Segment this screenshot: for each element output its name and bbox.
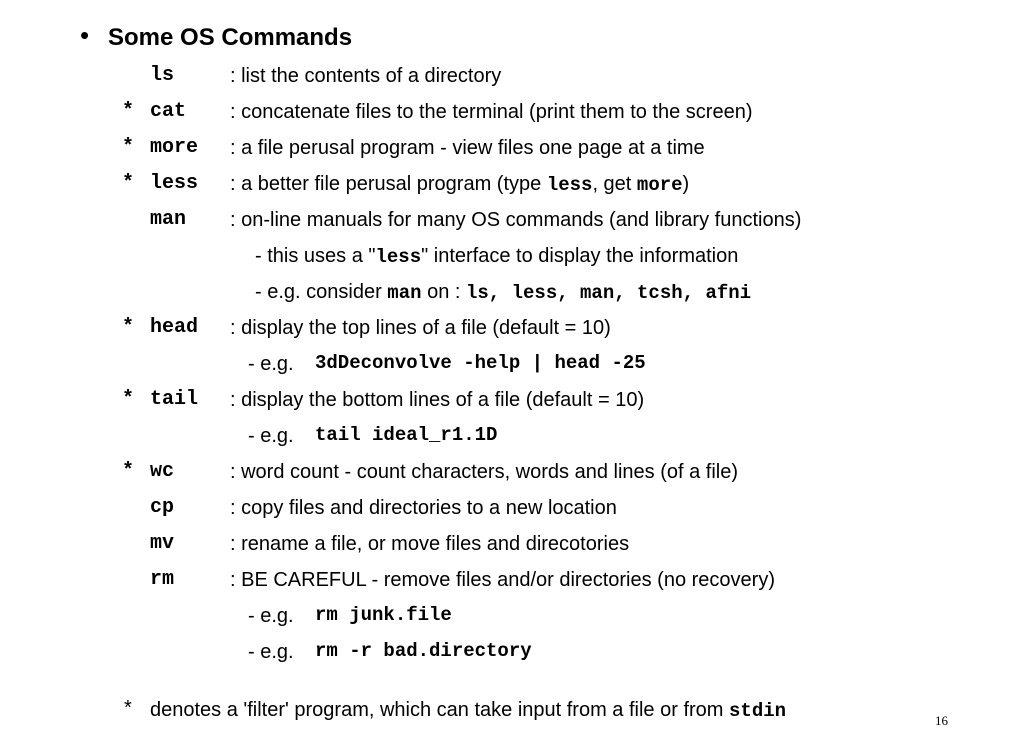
inline-code: less (546, 174, 593, 196)
command-row-cp (0, 498, 1023, 534)
command-description: : display the top lines of a file (default = 10) (230, 317, 611, 339)
example-code: tail ideal_r1.1D (315, 424, 498, 446)
bullet-icon: • (80, 20, 90, 50)
command-row-wc (0, 462, 1023, 498)
note-text: - e.g. consider (255, 281, 388, 303)
inline-code: stdin (729, 700, 787, 722)
command-description: : on-line manuals for many OS commands (and library functions) (230, 209, 802, 231)
man-example-row (0, 282, 1023, 318)
filter-star: * (122, 460, 135, 483)
filter-star: * (122, 388, 135, 411)
page-number: 16 (935, 713, 948, 728)
command-description: : a file perusal program - view files one page at a time (230, 137, 705, 159)
footnote-text: denotes a 'filter' program, which can take input from a file or from (150, 699, 730, 721)
command-description: : word count - count characters, words and lines (of a file) (230, 461, 739, 483)
example-prefix: - e.g. (248, 425, 294, 447)
command-description: : BE CAREFUL - remove files and/or directories (no recovery) (230, 569, 775, 591)
command-name: ls (150, 64, 175, 87)
command-name: less (150, 172, 199, 195)
command-name: rm (150, 568, 175, 591)
rm-example-row-2 (0, 642, 1023, 678)
example-prefix: - e.g. (248, 605, 294, 627)
filter-star: * (122, 100, 135, 123)
man-note (255, 246, 738, 267)
head-example-row (0, 354, 1023, 390)
command-name: wc (150, 460, 175, 483)
command-row-man (0, 210, 1023, 246)
command-description: : rename a file, or move files and direcotories (230, 533, 630, 555)
command-name: more (150, 136, 199, 159)
filter-star: * (122, 172, 135, 195)
command-row-rm (0, 570, 1023, 606)
command-name: head (150, 316, 199, 339)
command-name: man (150, 208, 187, 231)
inline-code: ls, less, man, tcsh, afni (466, 282, 752, 304)
command-row-tail (0, 390, 1023, 426)
tail-example-row (0, 426, 1023, 462)
note-text: - this uses a " (255, 245, 376, 267)
filter-star: * (122, 136, 135, 159)
description-text: ) (682, 173, 690, 195)
command-row-less (0, 174, 1023, 210)
command-row-cat (0, 102, 1023, 138)
description-text: , get (592, 173, 637, 195)
command-description: : list the contents of a directory (230, 65, 502, 87)
example-prefix: - e.g. (248, 353, 294, 375)
command-name: tail (150, 388, 199, 411)
man-note-row (0, 246, 1023, 282)
command-name: mv (150, 532, 175, 555)
page-title: Some OS Commands (108, 24, 353, 51)
inline-code: more (636, 174, 683, 196)
example-prefix: - e.g. (248, 641, 294, 663)
man-example (255, 282, 751, 303)
command-name: cat (150, 100, 187, 123)
command-description (230, 174, 689, 195)
footnote-star: * (124, 697, 132, 719)
command-description: : display the bottom lines of a file (default = 10) (230, 389, 645, 411)
filter-star: * (122, 316, 135, 339)
command-row-ls (0, 66, 1023, 102)
command-description: : copy files and directories to a new location (230, 497, 617, 519)
command-description: : concatenate files to the terminal (print them to the screen) (230, 101, 753, 123)
rm-example-row-1 (0, 606, 1023, 642)
footnote (150, 700, 786, 721)
description-text: : a better file perusal program (type (230, 173, 547, 195)
example-code: rm junk.file (315, 604, 452, 626)
command-row-head (0, 318, 1023, 354)
note-text: on : (421, 281, 466, 303)
command-row-more (0, 138, 1023, 174)
note-text: " interface to display the information (421, 245, 739, 267)
example-code: rm -r bad.directory (315, 640, 532, 662)
command-row-mv (0, 534, 1023, 570)
inline-code: less (375, 246, 422, 268)
inline-code: man (387, 282, 422, 304)
command-name: cp (150, 496, 175, 519)
example-code: 3dDeconvolve -help | head -25 (315, 352, 646, 374)
